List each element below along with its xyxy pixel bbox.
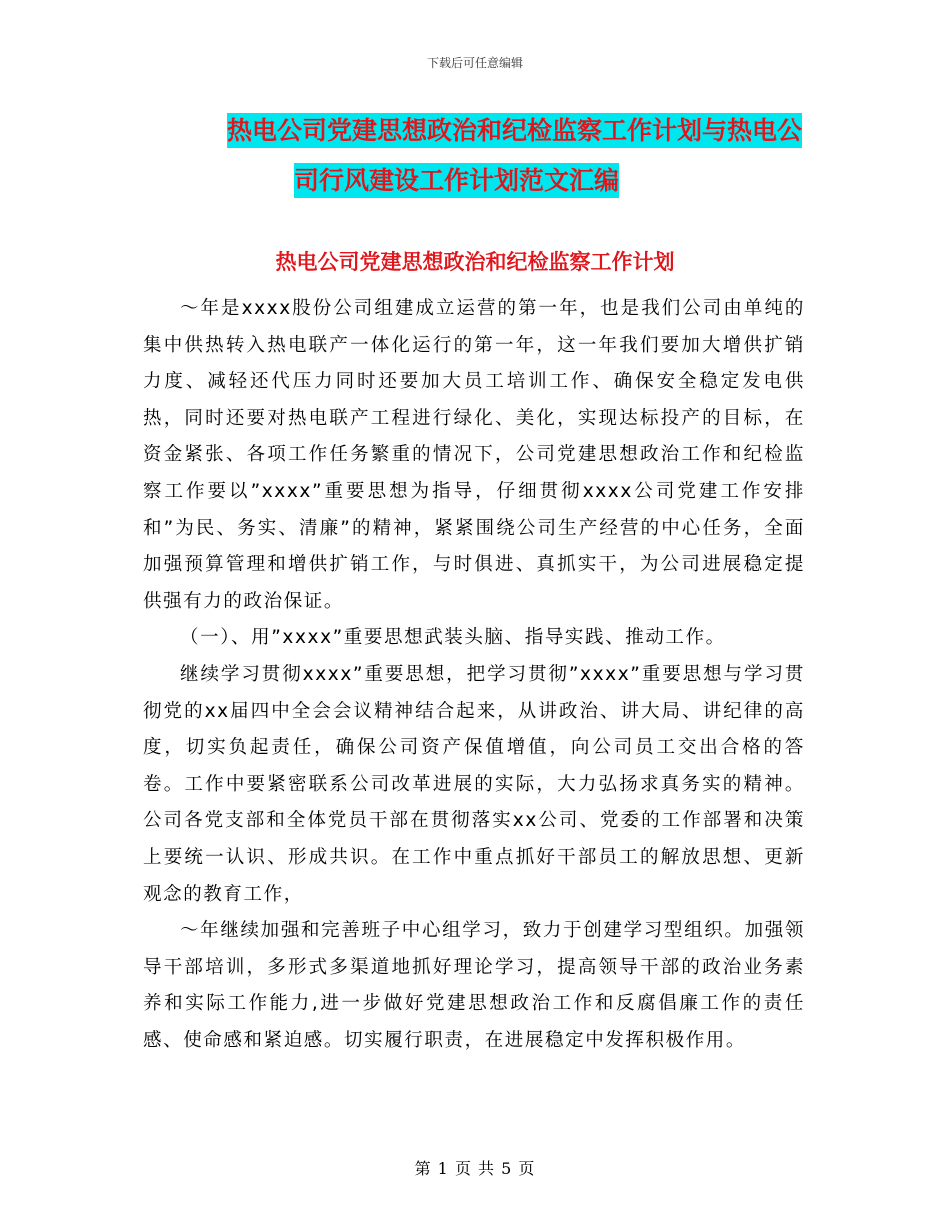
title-highlight-2: 司行风建设工作计划范文汇编 (294, 163, 619, 198)
document-title-line-2 (148, 156, 808, 206)
paragraph-intro: ～年是xxxx股份公司组建成立运营的第一年，也是我们公司由单纯的集中供热转入热电联产一体化运行的第一年，这一年我们要加大增供扩销力度、减轻还代压力同时还要加大员工培训工作、确保安全稳定发电供热，同时还要对热电联产工程进行绿化、美化，实现达标投产的目标，在资金紧张、各项工作任务繁重的情况下，公司党建思想政治工作和纪检监察工作要以”xxxx”重要思想为指导，仔细贯彻xxxx公司党建工作安排和”为民、务实、清廉”的精神，紧紧围绕公司生产经营的中心任务，全面加强预算管理和增供扩销工作，与时俱进、真抓实干，为公司进展稳定提供强有力的政治保证。 (143, 298, 805, 612)
paragraph-leadership: ～年继续加强和完善班子中心组学习，致力于创建学习型组织。加强领导干部培训，多形式多渠道地抓好理论学习，提高领导干部的政治业务素养和实际工作能力,进一步做好党建思想政治工作和反腐倡廉工作的责任感、使命感和紧迫感。切实履行职责，在进展稳定中发挥积极作用。 (143, 920, 805, 1051)
body-text (143, 291, 805, 1059)
title-highlight-1: 热电公司党建思想政治和纪检监察工作计划与热电公 (227, 113, 802, 148)
document-title-line-1 (148, 106, 808, 156)
page-footer: 第 1 页 共 5 页 (414, 1159, 536, 1178)
paragraph-heading-1: （一）、用”xxxx”重要思想武装头脑、指导实践、推动工作。 (180, 627, 726, 649)
header-note: 下载后可任意编辑 (426, 56, 523, 70)
section-title: 热电公司党建思想政治和纪检监察工作计划 (275, 250, 675, 274)
paragraph-study: 继续学习贯彻xxxx”重要思想，把学习贯彻”xxxx”重要思想与学习贯彻党的xx届四中全会会议精神结合起来，从讲政治、讲大局、讲纪律的高度，切实负起责任，确保公司资产保值增值，向公司员工交出合格的答卷。工作中要紧密联系公司改革进展的实际，大力弘扬求真务实的精神。公司各党支部和全体党员干部在贯彻落实xx公司、党委的工作部署和决策上要统一认识、形成共识。在工作中重点抓好干部员工的解放思想、更新观念的教育工作， (143, 663, 805, 905)
document-title (148, 106, 808, 206)
